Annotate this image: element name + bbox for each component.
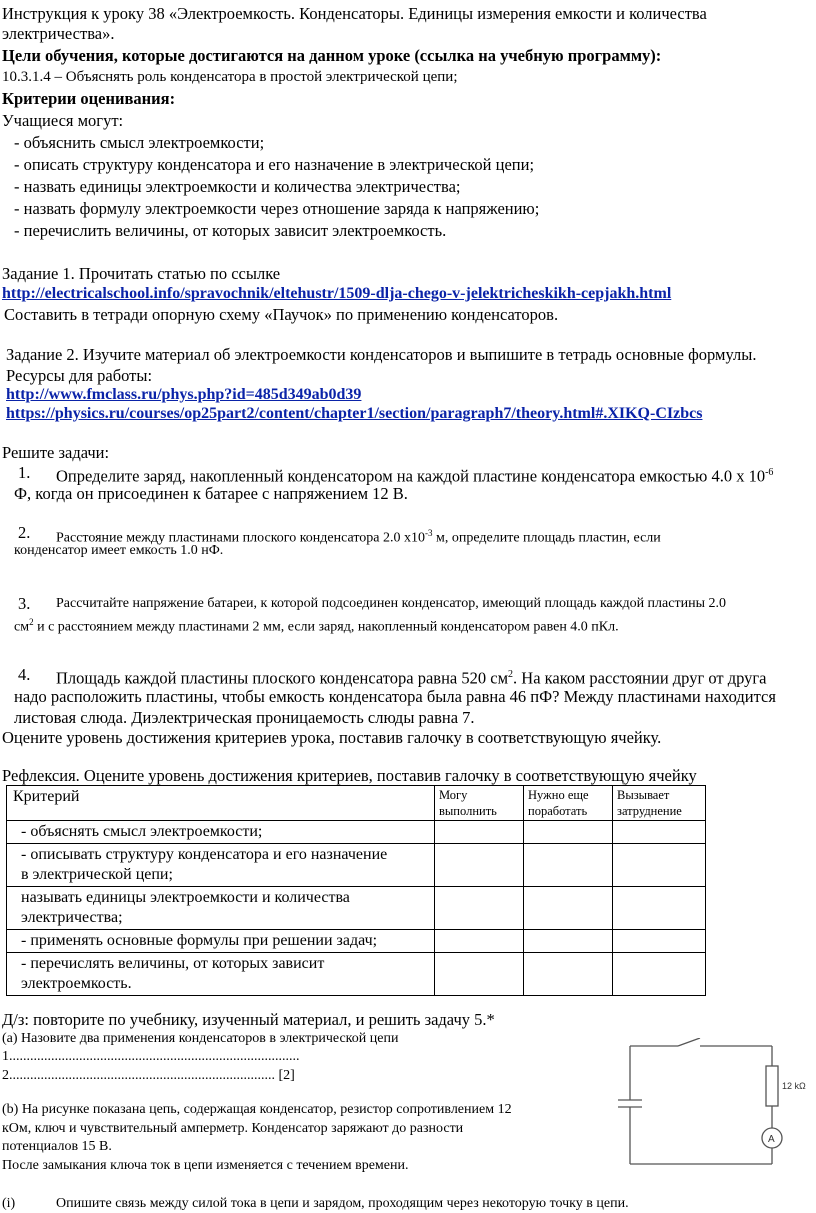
problem-2-line-2: конденсатор имеет емкость 1.0 нФ. bbox=[14, 543, 224, 558]
check-cell[interactable] bbox=[435, 930, 524, 953]
homework-after: После замыкания ключа ток в цепи изменяется с течением времени. bbox=[2, 1158, 409, 1173]
row-criterion: - применять основные формулы при решении задач; bbox=[7, 930, 435, 953]
resource-link-2[interactable]: https://physics.ru/courses/op25part2/content/chapter1/section/paragraph7/theory.html#.XIKQ-CIzbcs bbox=[6, 405, 703, 422]
reflection-table bbox=[6, 785, 706, 996]
check-cell[interactable] bbox=[613, 844, 706, 887]
check-cell[interactable] bbox=[524, 844, 613, 887]
criterion-item: - назвать формулу электроемкости через отношение заряда к напряжению; bbox=[14, 199, 540, 218]
homework-part-b-2: кОм, ключ и чувствительный амперметр. Конденсатор заряжают до разности bbox=[2, 1121, 464, 1136]
students-can: Учащиеся могут: bbox=[2, 111, 124, 130]
goals-heading: Цели обучения, которые достигаются на данном уроке (ссылка на учебную программу): bbox=[2, 46, 662, 65]
check-cell[interactable] bbox=[613, 821, 706, 844]
criterion-item: - описать структуру конденсатора и его назначение в электрической цепи; bbox=[14, 155, 535, 174]
problem-4-line-2: надо расположить пластины, чтобы емкость конденсатора была равна 46 пФ? Между пластинами находится bbox=[14, 687, 776, 706]
header-need-work: Нужно еще поработать bbox=[524, 786, 613, 821]
assess-line: Оцените уровень достижения критериев урока, поставив галочку в соответствующую ячейку. bbox=[2, 728, 662, 747]
row-criterion: - перечислять величины, от которых зависит электроемкость. bbox=[7, 953, 435, 996]
problem-2-line-1: Расстояние между пластинами плоского конденсатора 2.0 $х10^{-3}$ м, определите площадь пластин, если bbox=[56, 528, 661, 546]
problem-number: 1. bbox=[18, 463, 31, 482]
solve-heading: Решите задачи: bbox=[2, 443, 110, 462]
table-row bbox=[7, 821, 706, 844]
criteria-heading: Критерии оценивания: bbox=[2, 89, 176, 108]
check-cell[interactable] bbox=[613, 887, 706, 930]
problem-number: 4. bbox=[18, 665, 31, 684]
problem-3-line-2: $см^2$ и с расстоянием между пластинами 2 мм, если заряд, накопленный конденсатором равен 4.0 пКл. bbox=[14, 617, 619, 635]
row-criterion: - описывать структуру конденсатора и его назначение в электрической цепи; bbox=[7, 844, 435, 887]
header-criterion: Критерий bbox=[7, 786, 435, 821]
problem-4-line-3: листовая слюда. Диэлектрическая проницаемость слюды равна 7. bbox=[14, 708, 475, 727]
check-cell[interactable] bbox=[524, 930, 613, 953]
check-cell[interactable] bbox=[435, 821, 524, 844]
table-row bbox=[7, 887, 706, 930]
title-line-1: Инструкция к уроку 38 «Электроемкость. Конденсаторы. Единицы измерения емкости и количества bbox=[2, 4, 707, 23]
table-row bbox=[7, 953, 706, 996]
header-can-do: Могу выполнить bbox=[435, 786, 524, 821]
check-cell[interactable] bbox=[524, 821, 613, 844]
check-cell[interactable] bbox=[613, 930, 706, 953]
criterion-item: - объяснить смысл электроемкости; bbox=[14, 133, 265, 152]
resources-label: Ресурсы для работы: bbox=[6, 366, 153, 385]
answer-line-1: 1................................................................................... bbox=[2, 1049, 300, 1064]
problem-4-line-1: Площадь каждой пластины плоского конденсатора равна 520 $см^2$. На каком расстоянии друг от друга bbox=[56, 668, 767, 688]
check-cell[interactable] bbox=[435, 887, 524, 930]
task2-heading: Задание 2. Изучите материал об электроемкости конденсаторов и выпишите в тетрадь основные формулы. bbox=[6, 345, 757, 364]
title-line-2: электричества». bbox=[2, 24, 115, 43]
table-row bbox=[7, 844, 706, 887]
row-criterion: называть единицы электроемкости и количества электричества; bbox=[7, 887, 435, 930]
homework-heading: Д/з: повторите по учебнику, изученный материал, и решить задачу 5.* bbox=[2, 1010, 495, 1029]
problem-1-line-1: Определите заряд, накопленный конденсатором на каждой пластине конденсатора емкостью 4.0 х $10^{-6}$ bbox=[56, 466, 774, 486]
resistor-label: 12 kΩ bbox=[782, 1081, 806, 1091]
answer-line-2: 2............................................................................ [2] bbox=[2, 1068, 295, 1083]
problem-3-line-1: Рассчитайте напряжение батареи, к которой подсоединен конденсатор, имеющий площадь каждой пластины 2.0 bbox=[56, 596, 726, 611]
part-i-text: Опишите связь между силой тока в цепи и зарядом, проходящим через некоторую точку в цепи. bbox=[56, 1196, 629, 1211]
problem-1-line-2: Ф, когда он присоединен к батарее с напряжением 12 В. bbox=[14, 484, 408, 503]
circuit-diagram bbox=[612, 1038, 812, 1168]
homework-part-b-1: (b) На рисунке показана цепь, содержащая конденсатор, резистор сопротивлением 12 bbox=[2, 1102, 512, 1117]
row-criterion: - объяснять смысл электроемкости; bbox=[7, 821, 435, 844]
task1-heading: Задание 1. Прочитать статью по ссылке bbox=[2, 264, 281, 283]
check-cell[interactable] bbox=[524, 887, 613, 930]
resource-link-1[interactable]: http://www.fmclass.ru/phys.php?id=485d349ab0d39 bbox=[6, 386, 362, 403]
table-row bbox=[7, 930, 706, 953]
criterion-item: - перечислить величины, от которых зависит электроемкость. bbox=[14, 221, 447, 240]
table-header-row bbox=[7, 786, 706, 821]
task1-instruction: Составить в тетради опорную схему «Паучок» по применению конденсаторов. bbox=[4, 305, 559, 324]
part-i-number: (i) bbox=[2, 1196, 16, 1211]
goal-text: 10.3.1.4 – Объяснять роль конденсатора в простой электрической цепи; bbox=[2, 69, 458, 85]
header-difficulty: Вызывает затруднение bbox=[613, 786, 706, 821]
switch-lever bbox=[678, 1038, 700, 1046]
ammeter-label: A bbox=[768, 1134, 775, 1145]
homework-part-b-3: потенциалов 15 В. bbox=[2, 1139, 112, 1154]
criterion-item: - назвать единицы электроемкости и количества электричества; bbox=[14, 177, 461, 196]
reflection-heading: Рефлексия. Оцените уровень достижения критериев, поставив галочку в соответствующую ячейку bbox=[2, 766, 697, 785]
check-cell[interactable] bbox=[613, 953, 706, 996]
homework-part-a: (a) Назовите два применения конденсаторов в электрической цепи bbox=[2, 1031, 399, 1046]
resistor bbox=[766, 1066, 778, 1106]
check-cell[interactable] bbox=[435, 844, 524, 887]
task1-link[interactable]: http://electricalschool.info/spravochnik/eltehustr/1509-dlja-chego-v-jelektricheskikh-cepjakh.html bbox=[2, 285, 672, 302]
problem-number: 3. bbox=[18, 594, 31, 613]
problem-number: 2. bbox=[18, 523, 31, 542]
check-cell[interactable] bbox=[435, 953, 524, 996]
check-cell[interactable] bbox=[524, 953, 613, 996]
